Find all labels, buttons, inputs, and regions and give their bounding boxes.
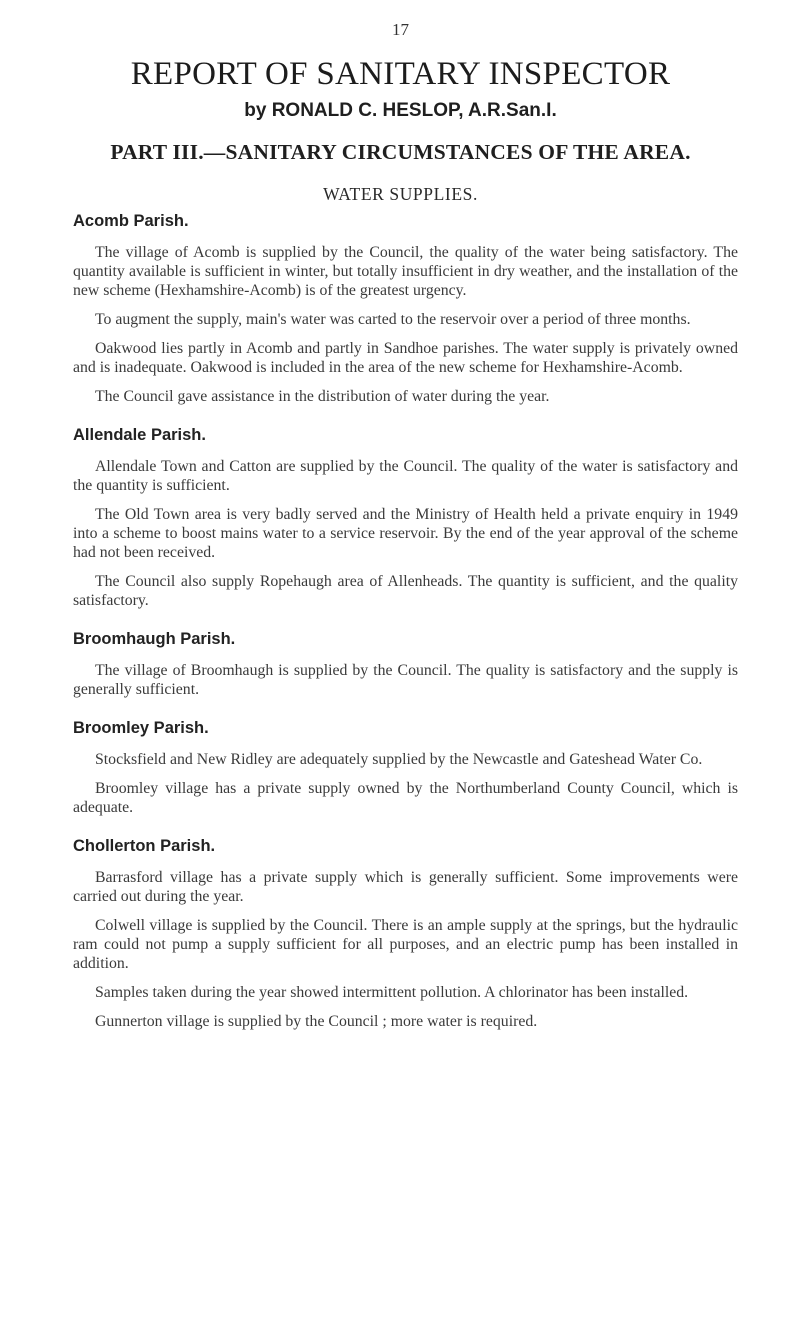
parish-section-chollerton: [73, 837, 738, 1031]
paragraph: Barrasford village has a private supply which is generally sufficient. Some improvements were carried out during the year.: [73, 869, 738, 905]
parish-section-acomb: [73, 212, 738, 406]
paragraph: Colwell village is supplied by the Council. There is an ample supply at the springs, but the hydraulic ram could not pump a supply sufficient for all purposes, and an electric pump has been installed in addition.: [73, 917, 738, 972]
parish-heading: Chollerton Parish.: [73, 837, 216, 855]
paragraph: Gunnerton village is supplied by the Council ; more water is required.: [95, 1013, 538, 1030]
paragraph: The village of Broomhaugh is supplied by the Council. The quality is satisfactory and the supply is generally sufficient.: [73, 662, 738, 698]
author-byline: by RONALD C. HESLOP, A.R.San.I.: [244, 100, 557, 121]
parish-section-broomley: [73, 719, 738, 817]
parish-heading: Allendale Parish.: [73, 426, 206, 444]
parish-heading: Acomb Parish.: [73, 212, 189, 230]
report-title: REPORT OF SANITARY INSPECTOR: [130, 56, 671, 92]
paragraph: Stocksfield and New Ridley are adequately supplied by the Newcastle and Gateshead Water Co.: [95, 751, 703, 768]
parish-heading: Broomley Parish.: [73, 719, 209, 737]
paragraph: The Council gave assistance in the distribution of water during the year.: [95, 388, 550, 405]
paragraph: Oakwood lies partly in Acomb and partly in Sandhoe parishes. The water supply is privately owned and is inadequate. Oakwood is included in the area of the new scheme for Hexhamshire-Acomb.: [73, 340, 738, 376]
paragraph: To augment the supply, main's water was carted to the reservoir over a period of three months.: [95, 311, 691, 328]
paragraph: The Council also supply Ropehaugh area of Allenheads. The quantity is sufficient, and the quality satisfactory.: [73, 573, 738, 609]
paragraph: The village of Acomb is supplied by the Council, the quality of the water being satisfactory. The quantity available is sufficient in winter, but totally insufficient in dry weather, and the installation of the new scheme (Hexhamshire-Acomb) is of the greatest urgency.: [73, 244, 738, 299]
paragraph: Broomley village has a private supply owned by the Northumberland County Council, which is adequate.: [73, 780, 738, 816]
parish-section-allendale: [73, 426, 738, 610]
part-heading: PART III.—SANITARY CIRCUMSTANCES OF THE AREA.: [110, 140, 691, 164]
page-number: 17: [392, 20, 409, 39]
parish-heading: Broomhaugh Parish.: [73, 630, 236, 648]
report-body: [73, 212, 738, 1051]
paragraph: Allendale Town and Catton are supplied by the Council. The quality of the water is satisfactory and the quantity is sufficient.: [73, 458, 738, 494]
parish-section-broomhaugh: [73, 630, 738, 699]
paragraph: The Old Town area is very badly served and the Ministry of Health held a private enquiry in 1949 into a scheme to boost mains water to a service reservoir. By the end of the year approval of the scheme had not been received.: [73, 506, 738, 561]
section-heading: WATER SUPPLIES.: [323, 184, 478, 204]
paragraph: Samples taken during the year showed intermittent pollution. A chlorinator has been installed.: [95, 984, 689, 1001]
